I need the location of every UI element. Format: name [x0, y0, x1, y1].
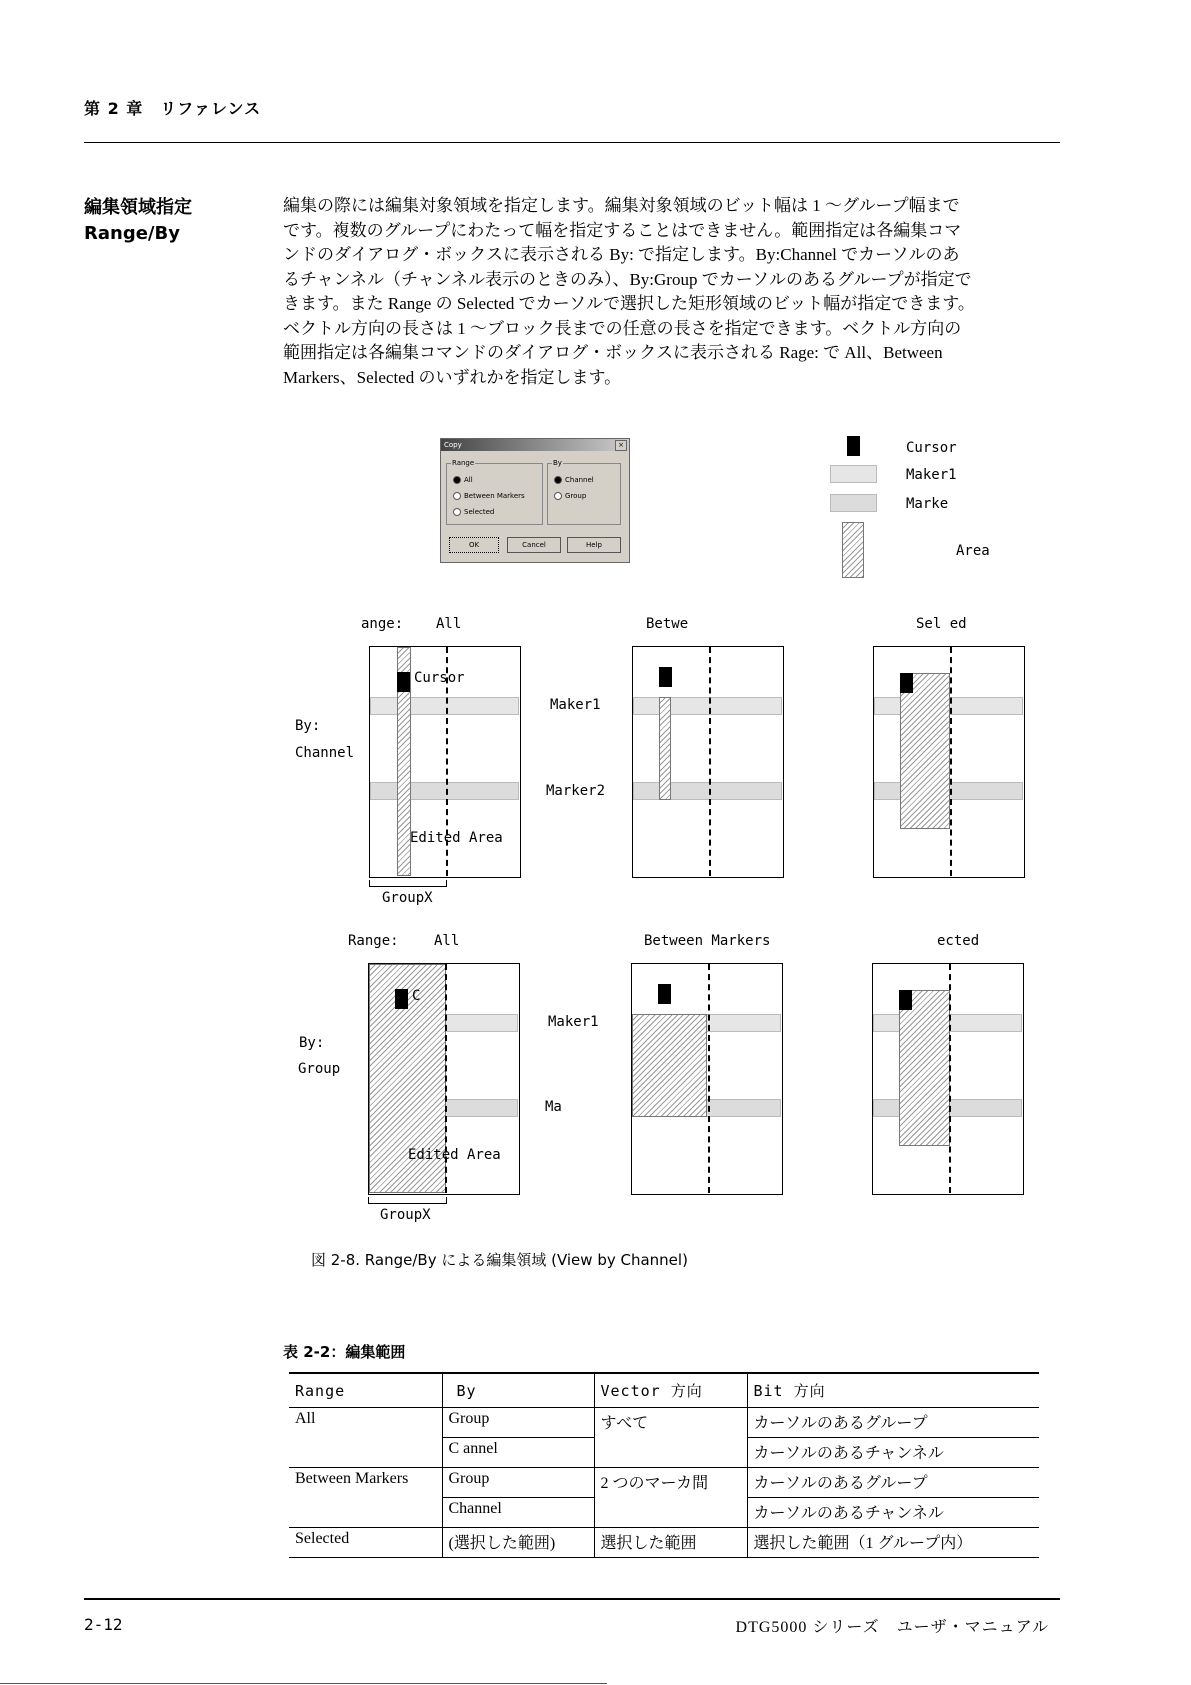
table-header-cell: Bit 方向: [747, 1373, 1039, 1408]
copy-dialog: [440, 438, 630, 563]
group-boundary: [949, 964, 951, 1193]
row1-marker2-label: Marker2: [546, 783, 606, 799]
by-option-group[interactable]: Group: [554, 492, 586, 500]
radio-icon: [453, 508, 461, 516]
row1-by-label: By:: [295, 718, 321, 734]
dialog-title: Copy: [444, 441, 462, 449]
row1-range-label: ange:: [361, 616, 404, 632]
edited-area: [900, 673, 950, 829]
legend-marker2-swatch: [830, 494, 877, 512]
row2-edited-area-label: Edited Area: [408, 1147, 501, 1163]
table-cell: Group: [442, 1408, 594, 1438]
body-line: きます。また Range の Selected でカーソルで選択した矩形領域のビット幅が指定できます。: [283, 294, 975, 313]
row2-range-all-label: All: [434, 933, 460, 949]
by-option-channel[interactable]: Channel: [554, 476, 594, 484]
table-header-row: [289, 1373, 1039, 1408]
table-row: [289, 1528, 1039, 1558]
by-group-label: By: [553, 459, 562, 467]
cursor-block: [397, 672, 410, 692]
footer-rule: [84, 1598, 1060, 1600]
cursor-block: [900, 673, 913, 693]
table-cell: Selected: [295, 1530, 350, 1547]
table-row: [289, 1468, 1039, 1498]
table-cell: カーソルのあるチャンネル: [747, 1438, 1039, 1468]
row2-groupx-label: GroupX: [380, 1207, 431, 1223]
row2-by-label: By:: [299, 1035, 325, 1051]
table-cell: すべて: [594, 1408, 747, 1468]
body-line: 編集の際には編集対象領域を指定します。編集対象領域のビット幅は 1 〜グループ幅まで: [283, 196, 960, 215]
edit-range-table: [289, 1372, 1039, 1558]
by-group: [547, 459, 621, 525]
table-cell: カーソルのあるグループ: [747, 1468, 1039, 1498]
table-cell: All: [295, 1410, 316, 1427]
table-cell: 2 つのマーカ間: [594, 1468, 747, 1528]
table-header-cell: By: [442, 1373, 594, 1408]
table-caption: 表 2-2：編集範囲: [283, 1343, 406, 1361]
row1-maker1-label: Maker1: [550, 697, 601, 713]
table-cell: カーソルのあるグループ: [747, 1408, 1039, 1438]
legend-marker2-label: Marke: [906, 496, 949, 512]
marker2-band: [370, 782, 519, 800]
table-cell: C annel: [442, 1438, 594, 1468]
row2-selected-label: ected: [937, 933, 980, 949]
legend-maker1-label: Maker1: [906, 467, 957, 483]
section-title: [84, 195, 192, 247]
row1-between-label: Betwe: [646, 616, 689, 632]
legend-area-swatch: [842, 522, 864, 578]
legend-maker1-swatch: [830, 465, 877, 483]
row2-by-value: Group: [298, 1061, 341, 1077]
body-line: Markers、Selected のいずれかを指定します。: [283, 367, 622, 387]
body-line: ンドのダイアログ・ボックスに表示される By: で指定します。By:Channel でカーソルのあ: [283, 245, 960, 264]
edited-area: [659, 697, 671, 800]
table-cell: [289, 1438, 442, 1468]
marker2-band: [633, 782, 782, 800]
cursor-block: [395, 989, 408, 1009]
cursor-block: [899, 990, 912, 1010]
range-option-all[interactable]: All: [453, 476, 473, 484]
group-boundary: [950, 647, 952, 876]
body-line: るチャンネル（チャンネル表示のときのみ）、By:Group でカーソルのあるグループが指定で: [283, 269, 972, 289]
help-button[interactable]: Help: [567, 537, 621, 553]
radio-selected-icon: [554, 476, 562, 484]
table-cell: Group: [442, 1468, 594, 1498]
manual-title: DTG5000 シリーズ ユーザ・マニュアル: [735, 1619, 1049, 1636]
table-header-cell: Range: [295, 1381, 346, 1400]
marker1-band: [633, 697, 782, 715]
body-line: ベクトル方向の長さは 1 〜ブロック長までの任意の長さを指定できます。ベクトル方向の: [283, 318, 962, 338]
table-cell: カーソルのあるチャンネル: [747, 1498, 1039, 1528]
body-line: 範囲指定は各編集コマンドのダイアログ・ボックスに表示される Rage: で All、Between: [283, 343, 943, 362]
row1-between-panel: [632, 646, 784, 878]
section-body: [283, 194, 1048, 390]
row2-cursor-label: C: [412, 988, 421, 1004]
radio-icon: [554, 492, 562, 500]
row2-selected-panel: [872, 963, 1024, 1195]
section-title-ja: 編集領域指定: [84, 197, 192, 218]
edited-area: [632, 1014, 707, 1117]
ok-button[interactable]: OK: [449, 537, 499, 553]
page-number: 2-12: [84, 1615, 123, 1634]
range-option-between-markers[interactable]: Between Markers: [453, 492, 525, 500]
radio-icon: [453, 492, 461, 500]
table-cell: Between Markers: [295, 1470, 409, 1487]
marker1-band: [370, 697, 519, 715]
row2-range-label: Range:: [348, 933, 399, 949]
legend-cursor-label: Cursor: [906, 440, 957, 456]
table-cell: 選択した範囲: [594, 1528, 747, 1558]
chapter-header: 第 2 章 リファレンス: [84, 99, 262, 118]
cursor-block: [659, 667, 672, 687]
legend-cursor-swatch: [847, 436, 860, 456]
group-boundary: [709, 647, 711, 876]
section-title-en: Range/By: [84, 223, 180, 244]
cursor-block: [658, 984, 671, 1004]
row1-range-all-label: All: [436, 616, 462, 632]
row2-between-label: Between Markers: [644, 933, 771, 949]
row2-marker2-label: Ma: [545, 1099, 562, 1115]
row2-between-panel: [631, 963, 783, 1195]
table-row: [289, 1408, 1039, 1438]
table-cell: (選択した範囲): [442, 1528, 594, 1558]
body-line: です。複数のグループにわたって幅を指定することはできません。範囲指定は各編集コマ: [283, 220, 962, 240]
range-option-selected[interactable]: Selected: [453, 508, 494, 516]
row1-edited-area-label: Edited Area: [410, 830, 503, 846]
figure-caption: 図 2-8. Range/By による編集領域 (View by Channel): [311, 1251, 688, 1269]
cancel-button[interactable]: Cancel: [507, 537, 561, 553]
table-cell: Channel: [442, 1498, 594, 1528]
close-icon[interactable]: ×: [615, 440, 627, 451]
header-rule: [84, 142, 1060, 143]
table-cell: 選択した範囲（1 グループ内）: [747, 1528, 1039, 1558]
row1-cursor-label: Cursor: [414, 670, 465, 686]
table-header-cell: Vector 方向: [594, 1373, 747, 1408]
radio-selected-icon: [453, 476, 461, 484]
row1-selected-panel: [873, 646, 1025, 878]
row1-groupx-brace: [369, 880, 447, 887]
edited-area: [899, 990, 950, 1146]
dialog-titlebar: [441, 439, 629, 451]
group-boundary: [708, 964, 710, 1193]
row2-groupx-brace: [368, 1197, 447, 1204]
row1-selected-label: Sel ed: [916, 616, 967, 632]
row1-by-value: Channel: [295, 745, 355, 761]
legend-area-label: Area: [956, 543, 990, 559]
range-group: [446, 459, 543, 525]
row2-maker1-label: Maker1: [548, 1014, 599, 1030]
table-cell: [289, 1498, 442, 1528]
range-group-label: Range: [452, 459, 475, 467]
row1-groupx-label: GroupX: [382, 890, 433, 906]
scan-edge-line: [0, 1683, 607, 1684]
